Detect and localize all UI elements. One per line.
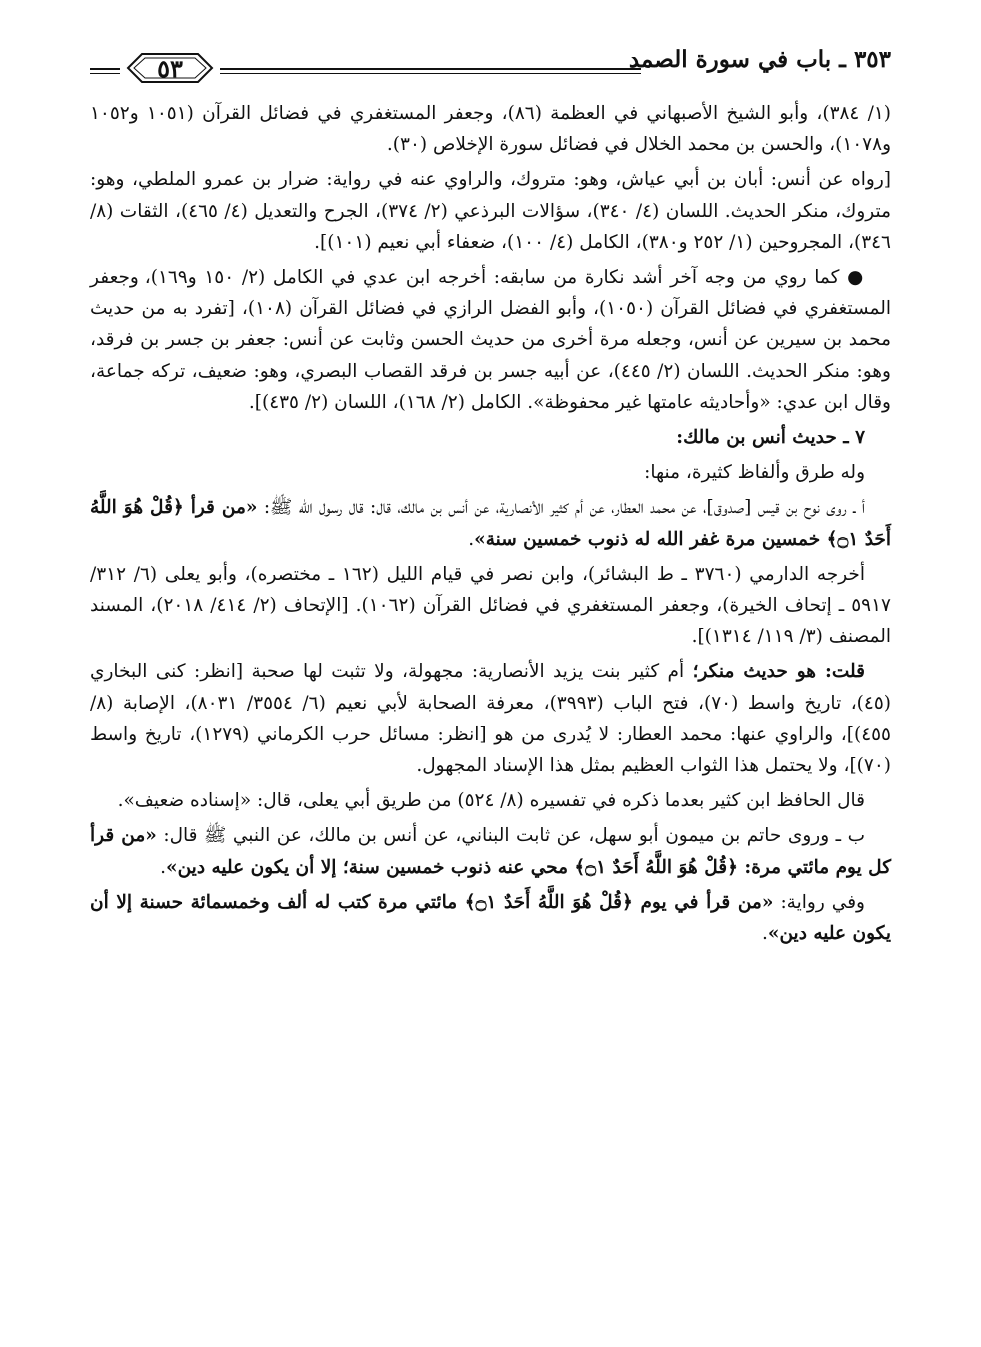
paragraph-10-end: . <box>160 856 167 878</box>
paragraph-9: قال الحافظ ابن كثير بعدما ذكره في تفسيره (٨/ ٥٢٤) من طريق أبي يعلى، قال: «إسناده ضعيف». <box>117 790 865 812</box>
paragraph-8 <box>90 656 891 781</box>
paragraph-11-end: . <box>762 923 768 945</box>
page-number-badge <box>124 48 216 88</box>
paragraph-2: [رواه عن أنس: أبان بن أبي عياش، وهو: متروك، والراوي عنه في رواية: ضرار بن عمرو الملطي، وهو: متروك، منكر الحديث. اللسان (٤/ ٣٤٠)، سؤالات البرذعي (٢/ ٣٧٤)، الجرح والتعديل (٤/ ٤٦٥)، الثقات (٨/ ٣٤٦)، المجروحين (١/ ٢٥٢ و٣٨٠)، الكامل (٤/ ١٠٠)، ضعفاء أبي نعيم (١٠١)]. <box>90 169 891 253</box>
header-rule <box>220 68 641 74</box>
paragraph-6-end: . <box>468 528 475 550</box>
section-heading: ٧ ـ حديث أنس بن مالك: <box>676 427 865 449</box>
hadith-text-3: «من قرأ في يوم ﴿قُلْ هُوَ اللَّهُ أَحَدٌ ۝١﴾ مائتي مرة كتب له ألف وخمسمائة حسنة إلا أن يكون عليه دين» <box>90 891 891 945</box>
hadith-text-1: «من قرأ ﴿قُلْ هُوَ اللَّهُ أَحَدٌ ۝١﴾ خمسين مرة غفر الله له ذنوب خمسين سنة» <box>90 497 891 550</box>
header-rule-left <box>90 68 120 74</box>
paragraph-6-text: أ ـ روى نوح بن قيس [صدوق]، عن محمد العطار، عن أم كثير الأنصارية، عن أنس بن مالك، قال: قال رسول الله ﷺ: <box>257 497 865 519</box>
paragraph-7: أخرجه الدارمي (٣٧٦٠ ـ ط البشائر)، وابن نصر في قيام الليل (١٦٢ ـ مختصره)، وأبو يعلى (٦/ ٣١٢/ ٥٩١٧ ـ إتحاف الخيرة)، وجعفر المستغفري في فضائل القرآن (١٠٦٢). [الإتحاف (٢/ ٤١٤/ ٢٠١٨)، المسند المصنف (٣/ ١١٩/ ١٣١٤)]. <box>90 563 891 648</box>
page-header <box>90 40 891 100</box>
page-body <box>90 98 891 953</box>
paragraph-1: (١/ ٣٨٤)، وأبو الشيخ الأصبهاني في العظمة (٨٦)، وجعفر المستغفري في فضائل القرآن (١٠٥١ و١٠٥٢ و١٠٧٨)، والحسن بن محمد الخلال في فضائل سورة الإخلاص (٣٠). <box>90 103 891 156</box>
paragraph-3 <box>90 262 891 418</box>
paragraph-10-text: ب ـ وروى حاتم بن ميمون أبو سهل، عن ثابت البناني، عن أنس بن مالك، عن النبي ﷺ قال: <box>156 825 865 847</box>
page-number: ٥٣ <box>157 53 183 83</box>
paragraph-5: وله طرق وألفاظ كثيرة، منها: <box>644 462 865 484</box>
hadith-text-2: «من قرأ كل يوم مائتي مرة: ﴿قُلْ هُوَ اللَّهُ أَحَدٌ ۝١﴾ محي عنه ذنوب خمسين سنة؛ إلا أن يكون عليه دين» <box>90 825 891 878</box>
paragraph-8-text: أم كثير بنت يزيد الأنصارية: مجهولة، ولا تثبت لها صحبة [انظر: كنى البخاري (٤٥)، تاريخ واسط (٧٠)، فتح الباب (٣٩٩٣)، معرفة الصحابة لأبي نعيم (٦/ ٣٥٥٤/ ٨٠٣١)، الإصابة (٨/ ٤٥٥)]، والراوي عنها: محمد العطار: لا يُدرى من هو [انظر: مسائل حرب الكرماني (١٢٧٩)، تاريخ واسط (٧٠)]، ولا يحتمل هذا الثواب العظيم بمثل هذا الإسناد المجهول. <box>90 661 891 777</box>
running-title: ٣٥٣ ـ باب في سورة الصمد <box>628 46 891 73</box>
paragraph-11 <box>90 887 891 949</box>
paragraph-10 <box>90 820 891 882</box>
bullet-glyph-icon: ● <box>847 267 865 289</box>
paragraph-11-text: وفي رواية: <box>773 891 865 913</box>
ruling-label: قلت: هو حديث منكر؛ <box>692 661 865 683</box>
paragraph-6 <box>90 492 891 554</box>
paragraph-3-text: كما روي من وجه آخر أشد نكارة من سابقه: أخرجه ابن عدي في الكامل (٢/ ١٥٠ و١٦٩)، وجعفر المستغفري في فضائل القرآن (١٠٥٠)، وأبو الفضل الرازي في فضائل القرآن (١٠٨)، [تفرد به من حديث محمد بن سيرين عن أنس، وجعله مرة أخرى من حديث الحسن وثابت عن أنس: جعفر بن جسر بن فرقد، وهو: منكر الحديث. اللسان (٢/ ٤٤٥)، عن أبيه جسر بن فرقد القصاب البصري، وهو: ضعيف، تركه جماعة، وقال ابن عدي: «وأحاديثه عامتها غير محفوظة». الكامل (٢/ ١٦٨)، اللسان (٢/ ٤٣٥)]. <box>90 267 891 413</box>
